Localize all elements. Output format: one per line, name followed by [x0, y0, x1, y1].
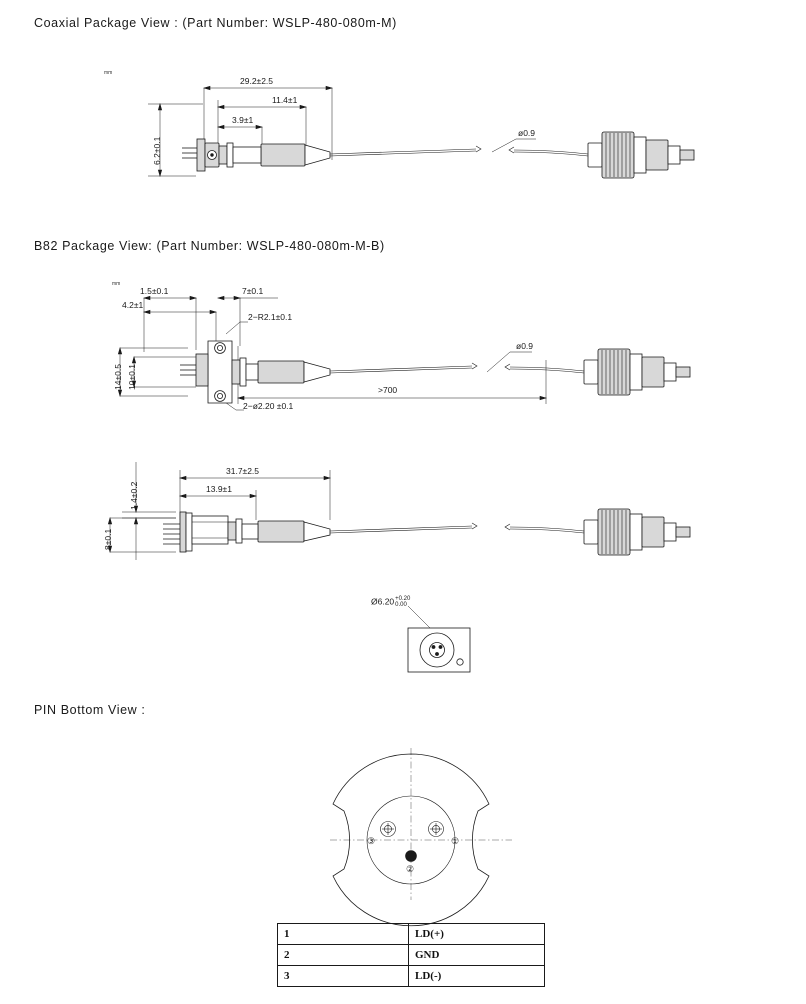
table-row — [278, 945, 545, 966]
pin-number: 2 — [278, 945, 409, 966]
dim-b82side-thickness: 1.4±0.2 — [129, 481, 139, 510]
pin-label-3: ③ — [367, 836, 376, 846]
table-row — [278, 966, 545, 987]
dim-b82-holes: 2−ø2.20 ±0.1 — [243, 401, 294, 411]
dim-b82-h2: 10±0.1 — [127, 364, 137, 390]
dim-b82-fiber-length: >700 — [378, 385, 398, 395]
pin-function: LD(+) — [409, 924, 545, 945]
dim-coax-fiber-dia: ø0.9 — [518, 128, 536, 138]
dim-b82-h1: 14±0.5 — [113, 364, 123, 390]
dim-detail-tol-lower: 0.00 — [395, 602, 407, 608]
section-title-b82: B82 Package View: (Part Number: WSLP-480-080m-M-B) — [34, 239, 385, 253]
dim-b82side-height: 8±0.1 — [103, 528, 113, 550]
pin-label-1: ① — [451, 836, 460, 846]
dim-b82side-overall: 31.7±2.5 — [226, 466, 260, 476]
table-row — [278, 924, 545, 945]
units-label-coaxial: mm — [104, 70, 113, 76]
dim-b82side-mid: 13.9±1 — [206, 484, 232, 494]
pin-function: LD(-) — [409, 966, 545, 987]
dim-b82-b: 4.2±1 — [122, 300, 144, 310]
section-title-pin-bottom: PIN Bottom View : — [34, 703, 146, 717]
pin-label-2: ② — [406, 864, 415, 874]
dim-coax-overall: 29.2±2.5 — [240, 76, 274, 86]
dim-b82-fiber-dia: ø0.9 — [516, 341, 534, 351]
dim-b82-radius: 2−R2.1±0.1 — [248, 312, 293, 322]
pin-function: GND — [409, 945, 545, 966]
dim-coax-mid: 11.4±1 — [272, 95, 298, 105]
pin-assignment-table — [277, 923, 545, 987]
pin-number: 1 — [278, 924, 409, 945]
pin-number: 3 — [278, 966, 409, 987]
dim-coax-short: 3.9±1 — [232, 115, 254, 125]
section-title-coaxial: Coaxial Package View : (Part Number: WSLP-480-080m-M) — [34, 16, 397, 30]
dim-b82-c: 7±0.1 — [242, 286, 264, 296]
dim-detail-diameter-value: Ø6.20 — [371, 596, 395, 607]
dim-coax-height: 6.2±0.1 — [152, 136, 162, 165]
dim-b82-a: 1.5±0.1 — [140, 286, 169, 296]
units-label-b82: mm — [112, 281, 121, 287]
dim-detail-tol-upper: +0.20 — [395, 596, 411, 602]
